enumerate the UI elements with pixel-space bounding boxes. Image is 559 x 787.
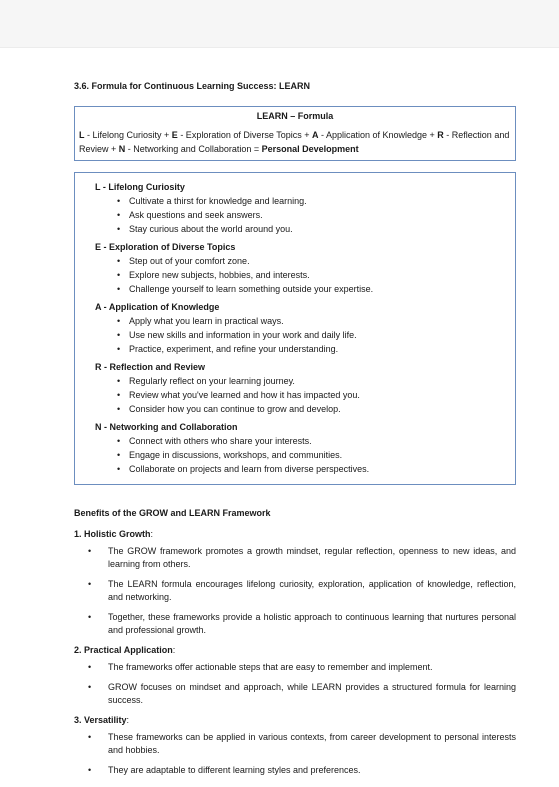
formula-letter: R: [437, 130, 444, 140]
step-title: E - Exploration of Diverse Topics: [95, 242, 236, 252]
benefit-bullet: • Together, these frameworks provide a holistic approach to continuous learning that nurtures personal and professional growth.: [88, 611, 516, 637]
benefit-bullet: • The LEARN formula encourages lifelong curiosity, exploration, application of knowledge, reflection, and networking.: [88, 578, 516, 604]
document-page: [74, 80, 516, 784]
step-bullet: • Challenge yourself to learn something outside your expertise.: [117, 282, 507, 296]
benefit-heading-text: 1. Holistic Growth: [74, 529, 151, 539]
step-bullet: • Explore new subjects, hobbies, and interests.: [117, 268, 507, 282]
step-bullet: • Use new skills and information in your work and daily life.: [117, 328, 507, 342]
formula-letter: A: [311, 130, 319, 140]
benefit-heading: [74, 528, 516, 540]
step-bullet: • Practice, experiment, and refine your understanding.: [117, 342, 507, 356]
step-bullets: [95, 374, 507, 416]
step-bullet: • Stay curious about the world around you.: [117, 222, 507, 236]
benefit-bullet: • The GROW framework promotes a growth mindset, regular reflection, openness to new ideas, and learning from others.: [88, 545, 516, 571]
formula-result: Personal Development: [261, 144, 359, 154]
step-title: A - Application of Knowledge: [95, 302, 220, 312]
benefit-heading-text: 2. Practical Application: [74, 645, 173, 655]
step-bullets: [95, 434, 507, 476]
step-reflection: [95, 360, 507, 416]
step-lifelong-curiosity: [95, 180, 507, 236]
step-bullet: • Regularly reflect on your learning journey.: [117, 374, 507, 388]
step-bullets: [95, 194, 507, 236]
benefit-bullets: [74, 661, 516, 707]
viewer-top-bar: [0, 0, 559, 48]
benefit-heading-suffix: :: [150, 529, 154, 539]
step-bullet: • Step out of your comfort zone.: [117, 254, 507, 268]
step-bullet: • Review what you've learned and how it has impacted you.: [117, 388, 507, 402]
step-bullet: • Collaborate on projects and learn from diverse perspectives.: [117, 462, 507, 476]
benefit-bullets: [74, 731, 516, 777]
step-bullet: • Cultivate a thirst for knowledge and learning.: [117, 194, 507, 208]
benefit-heading-suffix: :: [172, 645, 176, 655]
benefit-bullet: • These frameworks can be applied in various contexts, from career development to personal interests and hobbies.: [88, 731, 516, 757]
benefit-bullet: • The frameworks offer actionable steps that are easy to remember and implement.: [88, 661, 516, 674]
benefit-heading-text: 3. Versatility: [74, 715, 127, 725]
step-networking: [95, 420, 507, 476]
step-bullet: • Ask questions and seek answers.: [117, 208, 507, 222]
step-bullet: • Connect with others who share your interests.: [117, 434, 507, 448]
formula-letter: E: [171, 130, 178, 140]
benefits-title: Benefits of the GROW and LEARN Framework: [74, 508, 271, 518]
step-title: N - Networking and Collaboration: [95, 422, 238, 432]
step-bullet: • Apply what you learn in practical ways.: [117, 314, 507, 328]
formula-box: [74, 106, 516, 161]
benefit-heading: [74, 714, 516, 726]
formula-letter: N: [118, 144, 126, 154]
formula-part: - Exploration of Diverse Topics +: [177, 130, 312, 140]
step-bullet: • Engage in discussions, workshops, and communities.: [117, 448, 507, 462]
benefit-heading-suffix: :: [126, 715, 130, 725]
benefit-holistic-growth: [74, 528, 516, 637]
benefit-bullet: • They are adaptable to different learning styles and preferences.: [88, 764, 516, 777]
step-bullets: [95, 254, 507, 296]
learn-steps-box: [74, 172, 516, 485]
step-title: L - Lifelong Curiosity: [95, 182, 185, 192]
step-bullets: [95, 314, 507, 356]
benefit-practical-application: [74, 644, 516, 707]
benefit-bullets: [74, 545, 516, 637]
step-bullet: • Consider how you can continue to grow and develop.: [117, 402, 507, 416]
benefit-bullet: • GROW focuses on mindset and approach, while LEARN provides a structured formula for learning success.: [88, 681, 516, 707]
benefit-heading: [74, 644, 516, 656]
formula-part: - Lifelong Curiosity +: [84, 130, 172, 140]
step-title: R - Reflection and Review: [95, 362, 206, 372]
formula-part: - Reflection and Review +: [79, 130, 510, 154]
section-title: 3.6. Formula for Continuous Learning Success: LEARN: [74, 81, 311, 91]
formula-header: LEARN – Formula: [256, 111, 334, 121]
step-application: [95, 300, 507, 356]
formula-part: - Networking and Collaboration =: [125, 144, 262, 154]
benefit-versatility: [74, 714, 516, 777]
step-exploration: [95, 240, 507, 296]
formula-part: - Application of Knowledge +: [318, 130, 438, 140]
formula-body: [79, 128, 511, 156]
formula-letter: L: [79, 130, 85, 140]
